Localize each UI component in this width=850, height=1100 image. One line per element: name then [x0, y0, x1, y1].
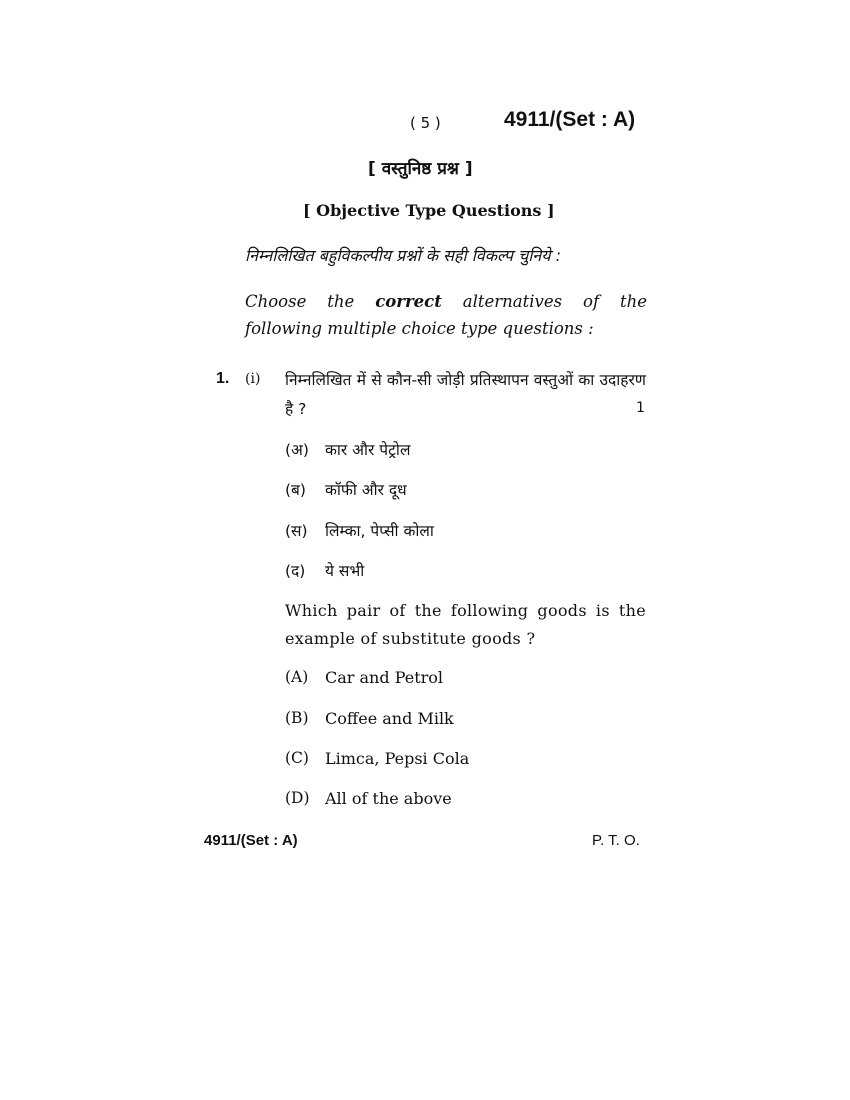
instructions-english-bold: correct: [375, 292, 442, 311]
option-label-english-a: (A): [285, 668, 309, 686]
option-text-hindi-d: ये सभी: [325, 562, 365, 580]
option-text-english-b: Coffee and Milk: [325, 709, 454, 728]
question-number: 1.: [216, 370, 230, 387]
option-label-english-c: (C): [285, 749, 309, 767]
instructions-english-suffix: alternatives of the following multiple choice type questions :: [245, 292, 647, 338]
section-title-hindi: [ वस्तुनिष्ठ प्रश्न ]: [368, 159, 473, 179]
question-text-english: Which pair of the following goods is the example of substitute goods ?: [285, 601, 646, 648]
instructions-english-prefix: Choose the: [245, 292, 376, 311]
instructions-english: [245, 288, 647, 342]
option-text-english-a: Car and Petrol: [325, 668, 444, 687]
set-code-header: 4911/(Set : A): [504, 108, 636, 131]
question-marks: 1: [636, 400, 645, 416]
option-text-english-c: Limca, Pepsi Cola: [325, 749, 470, 768]
option-label-english-d: (D): [285, 789, 310, 807]
question-text-hindi: निम्नलिखित में से कौन-सी जोड़ी प्रतिस्थापन वस्तुओं का उदाहरण है ?: [285, 371, 646, 418]
footer-set-code: 4911/(Set : A): [204, 832, 298, 849]
option-text-english-d: All of the above: [325, 789, 452, 808]
question-sub-number: (i): [245, 371, 261, 387]
option-label-hindi-d: (द): [285, 562, 306, 580]
option-label-hindi-b: (ब): [285, 481, 306, 499]
option-text-hindi-c: लिम्का, पेप्सी कोला: [325, 522, 434, 540]
footer-pto: P. T. O.: [592, 832, 640, 849]
section-title-english: [ Objective Type Questions ]: [303, 201, 555, 220]
option-label-hindi-a: (अ): [285, 441, 309, 459]
instructions-hindi: निम्नलिखित बहुविकल्पीय प्रश्नों के सही विकल्प चुनिये :: [245, 246, 562, 265]
option-label-hindi-c: (स): [285, 522, 308, 540]
option-text-hindi-b: कॉफी और दूध: [325, 481, 407, 499]
page-number: ( 5 ): [410, 114, 441, 132]
option-label-english-b: (B): [285, 709, 309, 727]
option-text-hindi-a: कार और पेट्रोल: [325, 441, 411, 459]
